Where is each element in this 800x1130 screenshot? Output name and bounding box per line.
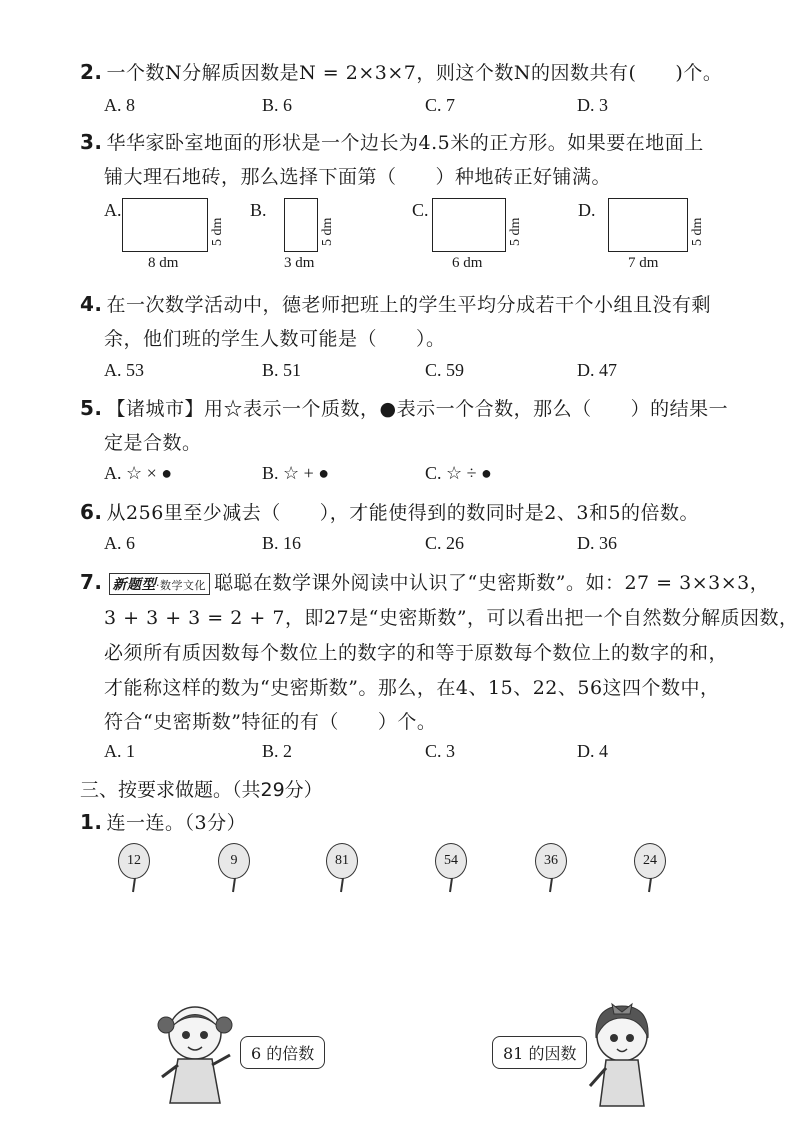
q2-text: 一个数N分解质因数是N = 2×3×7，则这个数N的因数共有( )个。 (106, 62, 723, 84)
q4-stem-line1 (80, 290, 711, 317)
q7-text-line1: 聪聪在数学课外阅读中认识了“史密斯数”。如：27 = 3×3×3， (214, 572, 770, 594)
balloon-54-label: 54 (435, 843, 467, 879)
q2-option-b: B. 6 (262, 95, 293, 115)
q3-stem-line1 (80, 128, 704, 155)
q4-text-line1: 在一次数学活动中，德老师把班上的学生平均分成若干个小组且没有剩 (106, 294, 712, 316)
balloon-string (340, 878, 343, 892)
q3-figure-c-height: 5 dm (508, 217, 523, 246)
q5-stem-line1 (80, 394, 728, 421)
q5-stem-line2: 定是合数。 (104, 432, 202, 454)
q3-figure-a-label: A. (104, 200, 122, 220)
q7-tag: 新题型·数学文化 (109, 573, 211, 595)
balloon-12[interactable] (118, 843, 152, 883)
q2-option-c: C. 7 (425, 95, 456, 115)
balloon-81[interactable] (326, 843, 360, 883)
balloon-string (132, 878, 135, 892)
s3q1-number: 1. (80, 810, 103, 834)
q4-option-c: C. 59 (425, 360, 465, 380)
q4-number: 4. (80, 292, 103, 316)
balloon-string (549, 878, 552, 892)
q5-option-c: C. ☆ ÷ ● (425, 463, 492, 483)
q4-option-b: B. 51 (262, 360, 302, 380)
q3-text-line1: 华华家卧室地面的形状是一个边长为4.5米的正方形。如果要在地面上 (106, 132, 704, 154)
q7-tag-new: 新题型 (112, 577, 157, 593)
q3-figure-b-label: B. (250, 200, 267, 220)
bubble-factors-of-81[interactable]: 81 的因数 (492, 1036, 587, 1069)
balloon-12-label: 12 (118, 843, 150, 879)
balloon-string (232, 878, 235, 892)
q6-stem (80, 498, 699, 525)
q7-stem-line5: 符合“史密斯数”特征的有（ ）个。 (104, 711, 437, 733)
balloon-24[interactable] (634, 843, 668, 883)
q5-number: 5. (80, 396, 103, 420)
balloon-9[interactable] (218, 843, 252, 883)
q5-option-b: B. ☆ + ● (262, 463, 330, 483)
q4-option-a: A. 53 (104, 360, 144, 380)
balloon-36-label: 36 (535, 843, 567, 879)
q3-figure-a-height: 5 dm (210, 217, 225, 246)
girl-right-illustration (582, 998, 662, 1108)
q3-figure-a-rect (122, 198, 208, 252)
q4-stem-line2: 余，他们班的学生人数可能是（ ）。 (104, 328, 446, 350)
q7-stem-line1 (80, 568, 769, 595)
q7-stem-line3: 必须所有质因数每个数位上的数字的和等于原数每个数位上的数字的和， (104, 642, 729, 664)
q4-option-d: D. 47 (577, 360, 617, 380)
q6-option-d: D. 36 (577, 533, 617, 553)
q5-text-line1: 【诸城市】用☆表示一个质数，●表示一个合数，那么（ ）的结果一 (106, 398, 729, 420)
balloon-string (648, 878, 651, 892)
q3-number: 3. (80, 130, 103, 154)
q7-option-b: B. 2 (262, 741, 293, 761)
q7-option-a: A. 1 (104, 741, 135, 761)
balloon-24-label: 24 (634, 843, 666, 879)
q7-number: 7. (80, 570, 103, 594)
q3-figure-c-width: 6 dm (452, 255, 483, 271)
s3q1-text: 连一连。（3分） (106, 812, 247, 834)
q6-option-b: B. 16 (262, 533, 302, 553)
q3-figure-d-height: 5 dm (690, 217, 705, 246)
q6-number: 6. (80, 500, 103, 524)
q3-figure-c-label: C. (412, 200, 429, 220)
s3q1-stem (80, 808, 246, 835)
q7-stem-line4: 才能称这样的数为“史密斯数”。那么，在4、15、22、56这四个数中， (104, 677, 720, 699)
q3-figure-d-rect (608, 198, 688, 252)
q2-number: 2. (80, 60, 103, 84)
q3-figure-b-rect (284, 198, 318, 252)
q3-figure-b-height: 5 dm (320, 217, 335, 246)
q3-figure-d-width: 7 dm (628, 255, 659, 271)
balloon-81-label: 81 (326, 843, 358, 879)
q6-option-a: A. 6 (104, 533, 135, 553)
q3-figure-c-rect (432, 198, 506, 252)
q3-figure-a-width: 8 dm (148, 255, 179, 271)
q6-option-c: C. 26 (425, 533, 465, 553)
balloon-36[interactable] (535, 843, 569, 883)
q2-option-a: A. 8 (104, 95, 135, 115)
balloon-54[interactable] (435, 843, 469, 883)
q7-option-c: C. 3 (425, 741, 456, 761)
q7-tag-topic: 数学文化 (160, 579, 207, 592)
q7-stem-line2: 3 + 3 + 3 = 2 + 7，即27是“史密斯数”，可以看出把一个自然数分解质因数， (104, 607, 799, 629)
q2-stem (80, 58, 722, 85)
q5-option-a: A. ☆ × ● (104, 463, 173, 483)
q2-option-d: D. 3 (577, 95, 608, 115)
balloon-9-label: 9 (218, 843, 250, 879)
section-3-title: 三、按要求做题。（共29分） (80, 779, 323, 801)
q3-figure-d-label: D. (578, 200, 596, 220)
girl-left-illustration (150, 995, 240, 1105)
q7-option-d: D. 4 (577, 741, 608, 761)
q3-figure-b-width: 3 dm (284, 255, 315, 271)
balloon-string (449, 878, 452, 892)
q3-stem-line2: 铺大理石地砖，那么选择下面第（ ）种地砖正好铺满。 (104, 166, 612, 188)
q6-text: 从256里至少减去（ ），才能使得到的数同时是2、3和5的倍数。 (106, 502, 700, 524)
bubble-multiples-of-6[interactable]: 6 的倍数 (240, 1036, 325, 1069)
